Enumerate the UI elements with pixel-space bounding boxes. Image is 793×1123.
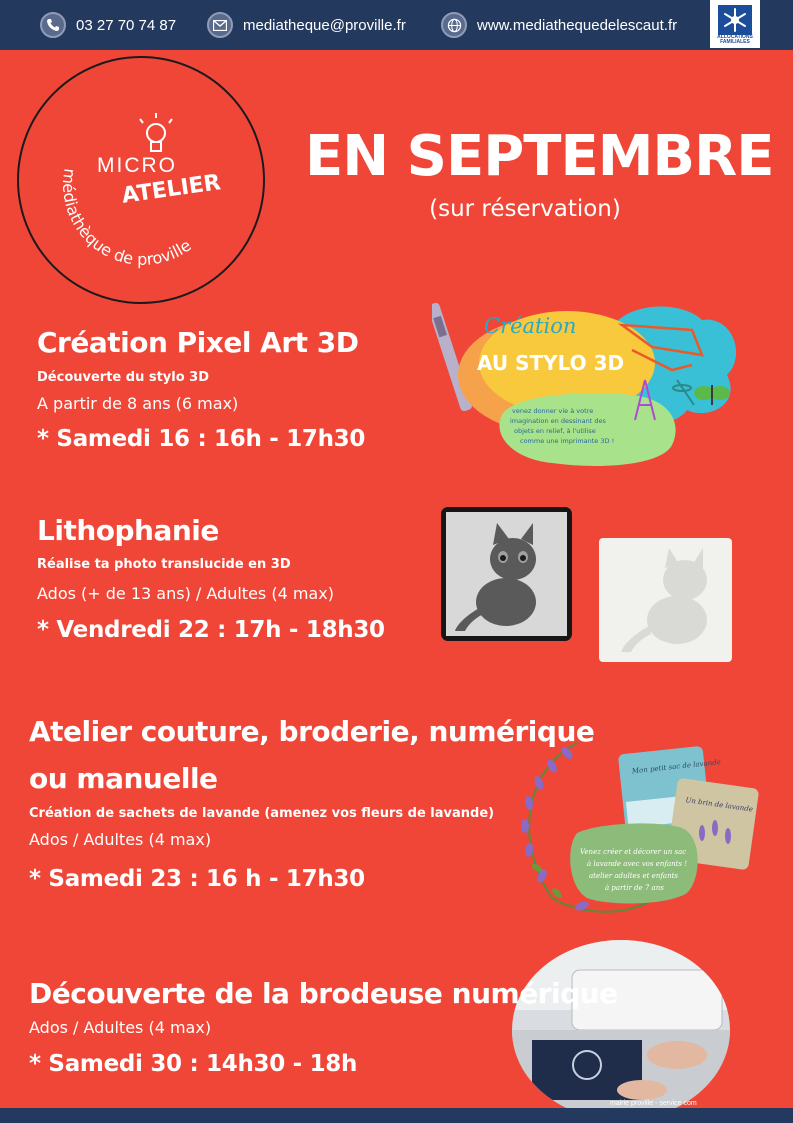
event-3-title-line-2: ou manuelle [29, 762, 218, 795]
event-3-title-line-1: Atelier couture, broderie, numérique [29, 715, 595, 748]
logo-arc-text: médiathèque de proville [58, 167, 195, 269]
phone-icon [40, 12, 66, 38]
lavender-image [507, 728, 770, 918]
event-1-title: Création Pixel Art 3D [37, 326, 359, 359]
note-line-3: atelier adultes et enfants [589, 872, 679, 880]
bag-1-label: Mon petit sac de lavande [631, 758, 722, 776]
footer-bar [0, 1108, 793, 1123]
event-1-date: * Samedi 16 : 16h - 17h30 [37, 426, 366, 452]
note-line-1: Venez créer et décorer un sac [580, 848, 687, 856]
embroidery-machine-photo [512, 940, 730, 1110]
logo-atelier: ATELIER [120, 170, 223, 209]
event-4-date: * Samedi 30 : 14h30 - 18h [29, 1051, 358, 1077]
website-contact[interactable] [441, 10, 677, 40]
phone-number: 03 27 70 74 87 [76, 16, 177, 34]
email-address: mediatheque@proville.fr [243, 16, 406, 34]
event-1-audience: A partir de 8 ans (6 max) [37, 394, 239, 413]
note-line-4: à partir de 7 ans [605, 884, 664, 892]
event-3-audience: Ados / Adultes (4 max) [29, 830, 212, 849]
stylo-image-word2: AU STYLO 3D [477, 351, 625, 375]
kitten-photo [441, 507, 572, 641]
event-2-date: * Vendredi 22 : 17h - 18h30 [37, 617, 385, 643]
event-1-subtitle: Découverte du stylo 3D [37, 370, 210, 385]
event-2-title: Lithophanie [37, 514, 219, 547]
note-line-2: à lavande avec vos enfants ! [587, 860, 688, 868]
event-3-subtitle: Création de sachets de lavande (amenez vos fleurs de lavande) [29, 806, 495, 821]
mail-icon [207, 12, 233, 38]
event-4-audience: Ados / Adultes (4 max) [29, 1018, 212, 1037]
event-2-subtitle: Réalise ta photo translucide en 3D [37, 557, 291, 572]
lithophane-image [599, 538, 732, 662]
stylo-caption-line-2: imagination en dessinant des [510, 417, 606, 425]
page-subtitle: (sur réservation) [429, 196, 621, 222]
lightbulb-icon [140, 113, 172, 151]
caf-logo [710, 0, 760, 48]
stylo-caption-line-1: venez donner vie à votre [512, 407, 594, 415]
stylo-caption-line-4: comme une imprimante 3D ! [520, 437, 615, 445]
bag-2-label: Un brin de lavande [684, 796, 754, 814]
website-url: www.mediathequedelescaut.fr [477, 16, 678, 34]
event-4-title: Découverte de la brodeuse numérique [29, 977, 618, 1010]
caf-label: ALLOCATIONS FAMILIALES [717, 34, 753, 45]
stylo-3d-image [432, 295, 740, 480]
phone-contact[interactable] [40, 10, 176, 40]
stylo-image-word1: Création [484, 314, 577, 338]
globe-icon [441, 12, 467, 38]
logo-artwork [17, 56, 265, 304]
event-3-date: * Samedi 23 : 16 h - 17h30 [29, 866, 365, 892]
credit-text: mairie proville - service com [610, 1100, 697, 1107]
lavender-note [570, 823, 698, 903]
email-contact[interactable] [207, 10, 406, 40]
event-2-audience: Ados (+ de 13 ans) / Adultes (4 max) [37, 584, 334, 603]
caf-emblem-icon [718, 5, 752, 35]
logo-micro: MICRO [97, 154, 177, 177]
page-title: EN SEPTEMBRE [305, 124, 774, 189]
stylo-caption-line-3: objets en relief, à l'utilise [514, 427, 596, 435]
